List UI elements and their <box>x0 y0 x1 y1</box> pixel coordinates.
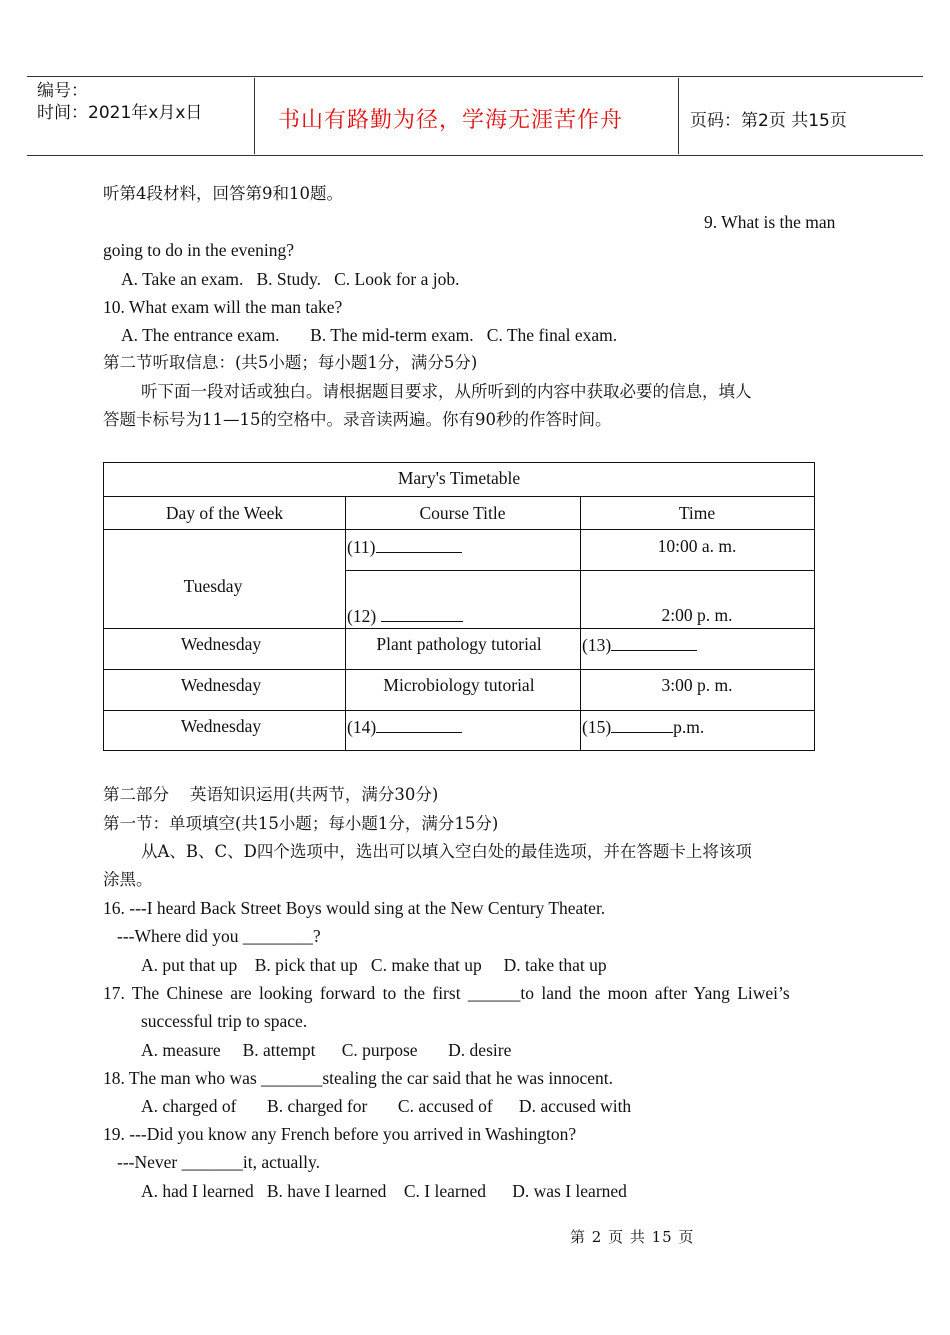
timetable <box>103 462 815 751</box>
day-cell: Wednesday <box>180 716 262 736</box>
timetable-title: Mary's Timetable <box>397 468 521 488</box>
section-intro: 听第4段材料，回答第9和10题。 <box>103 184 343 203</box>
time-label: 时间：2021年x月x日 <box>37 103 203 123</box>
q17-options: A. measure B. attempt C. purpose D. desire <box>141 1040 512 1060</box>
blank-15: (15) p.m. <box>582 717 705 737</box>
header-time: Time <box>678 503 716 523</box>
time-cell: 2:00 p. m. <box>661 605 733 625</box>
section2-title: 第二节听取信息：(共5小题；每小题1分，满分5分) <box>103 353 478 372</box>
time-cell: 3:00 p. m. <box>661 675 733 695</box>
page-footer: 第 2 页 共 15 页 <box>570 1228 695 1246</box>
header-day: Day of the Week <box>165 503 284 523</box>
section2-instructions: 听下面一段对话或独白。请根据题目要求，从所听到的内容中获取必要的信息，填人 <box>141 382 752 401</box>
q10-options: A. The entrance exam. B. The mid-term exam. C. The final exam. <box>121 325 618 345</box>
header-divider <box>254 78 255 154</box>
q16-stem: 16. ---I heard Back Street Boys would sing at the New Century Theater. <box>103 898 606 918</box>
header-divider <box>678 78 679 154</box>
q16-reply: ---Where did you ________? <box>117 926 321 946</box>
blank-12: (12) <box>347 605 463 627</box>
q19-reply: ---Never _______it, actually. <box>117 1152 320 1172</box>
blank-11: (11) <box>347 536 462 558</box>
q19-options: A. had I learned B. have I learned C. I learned D. was I learned <box>141 1181 627 1201</box>
header-course: Course Title <box>419 503 506 523</box>
q18-stem: 18. The man who was _______stealing the car said that he was innocent. <box>103 1068 613 1088</box>
q9-stem-cont: going to do in the evening? <box>103 240 295 260</box>
day-cell: Wednesday <box>180 675 262 695</box>
part2-title: 第二部分 英语知识运用(共两节，满分30分) <box>103 785 439 804</box>
page-info: 页码：第2页 共15页 <box>690 111 847 131</box>
header-motto: 书山有路勤为径，学海无涯苦作舟 <box>278 108 624 133</box>
serial-label: 编号： <box>37 81 88 101</box>
section2-instructions-cont: 答题卡标号为11—15的空格中。录音读两遍。你有90秒的作答时间。 <box>103 410 612 429</box>
q19-stem: 19. ---Did you know any French before you arrived in Washington? <box>103 1124 577 1144</box>
part2-instructions-cont: 涂黑。 <box>103 870 153 889</box>
course-cell: Microbiology tutorial <box>383 675 535 695</box>
blank-13: (13) <box>582 634 697 656</box>
q9-stem: 9. What is the man <box>704 212 836 232</box>
day-tuesday: Tuesday <box>183 576 243 596</box>
q18-options: A. charged of B. charged for C. accused of D. accused with <box>141 1096 632 1116</box>
part2-instructions: 从A、B、C、D四个选项中，选出可以填入空白处的最佳选项，并在答题卡上将该项 <box>141 842 752 861</box>
blank-14: (14) <box>347 716 462 738</box>
part2-section1: 第一节：单项填空(共15小题；每小题1分，满分15分) <box>103 814 499 833</box>
q17-stem-cont: successful trip to space. <box>141 1011 308 1031</box>
q10-stem: 10. What exam will the man take? <box>103 297 343 317</box>
time-cell: 10:00 a. m. <box>657 536 737 556</box>
day-cell: Wednesday <box>180 634 262 654</box>
q16-options: A. put that up B. pick that up C. make that up D. take that up <box>141 955 607 975</box>
q17-stem: 17. The Chinese are looking forward to the first ______to land the moon after Yang Liwei’s <box>103 983 790 1003</box>
course-cell: Plant pathology tutorial <box>376 634 542 654</box>
q9-options: A. Take an exam. B. Study. C. Look for a job. <box>121 269 460 289</box>
